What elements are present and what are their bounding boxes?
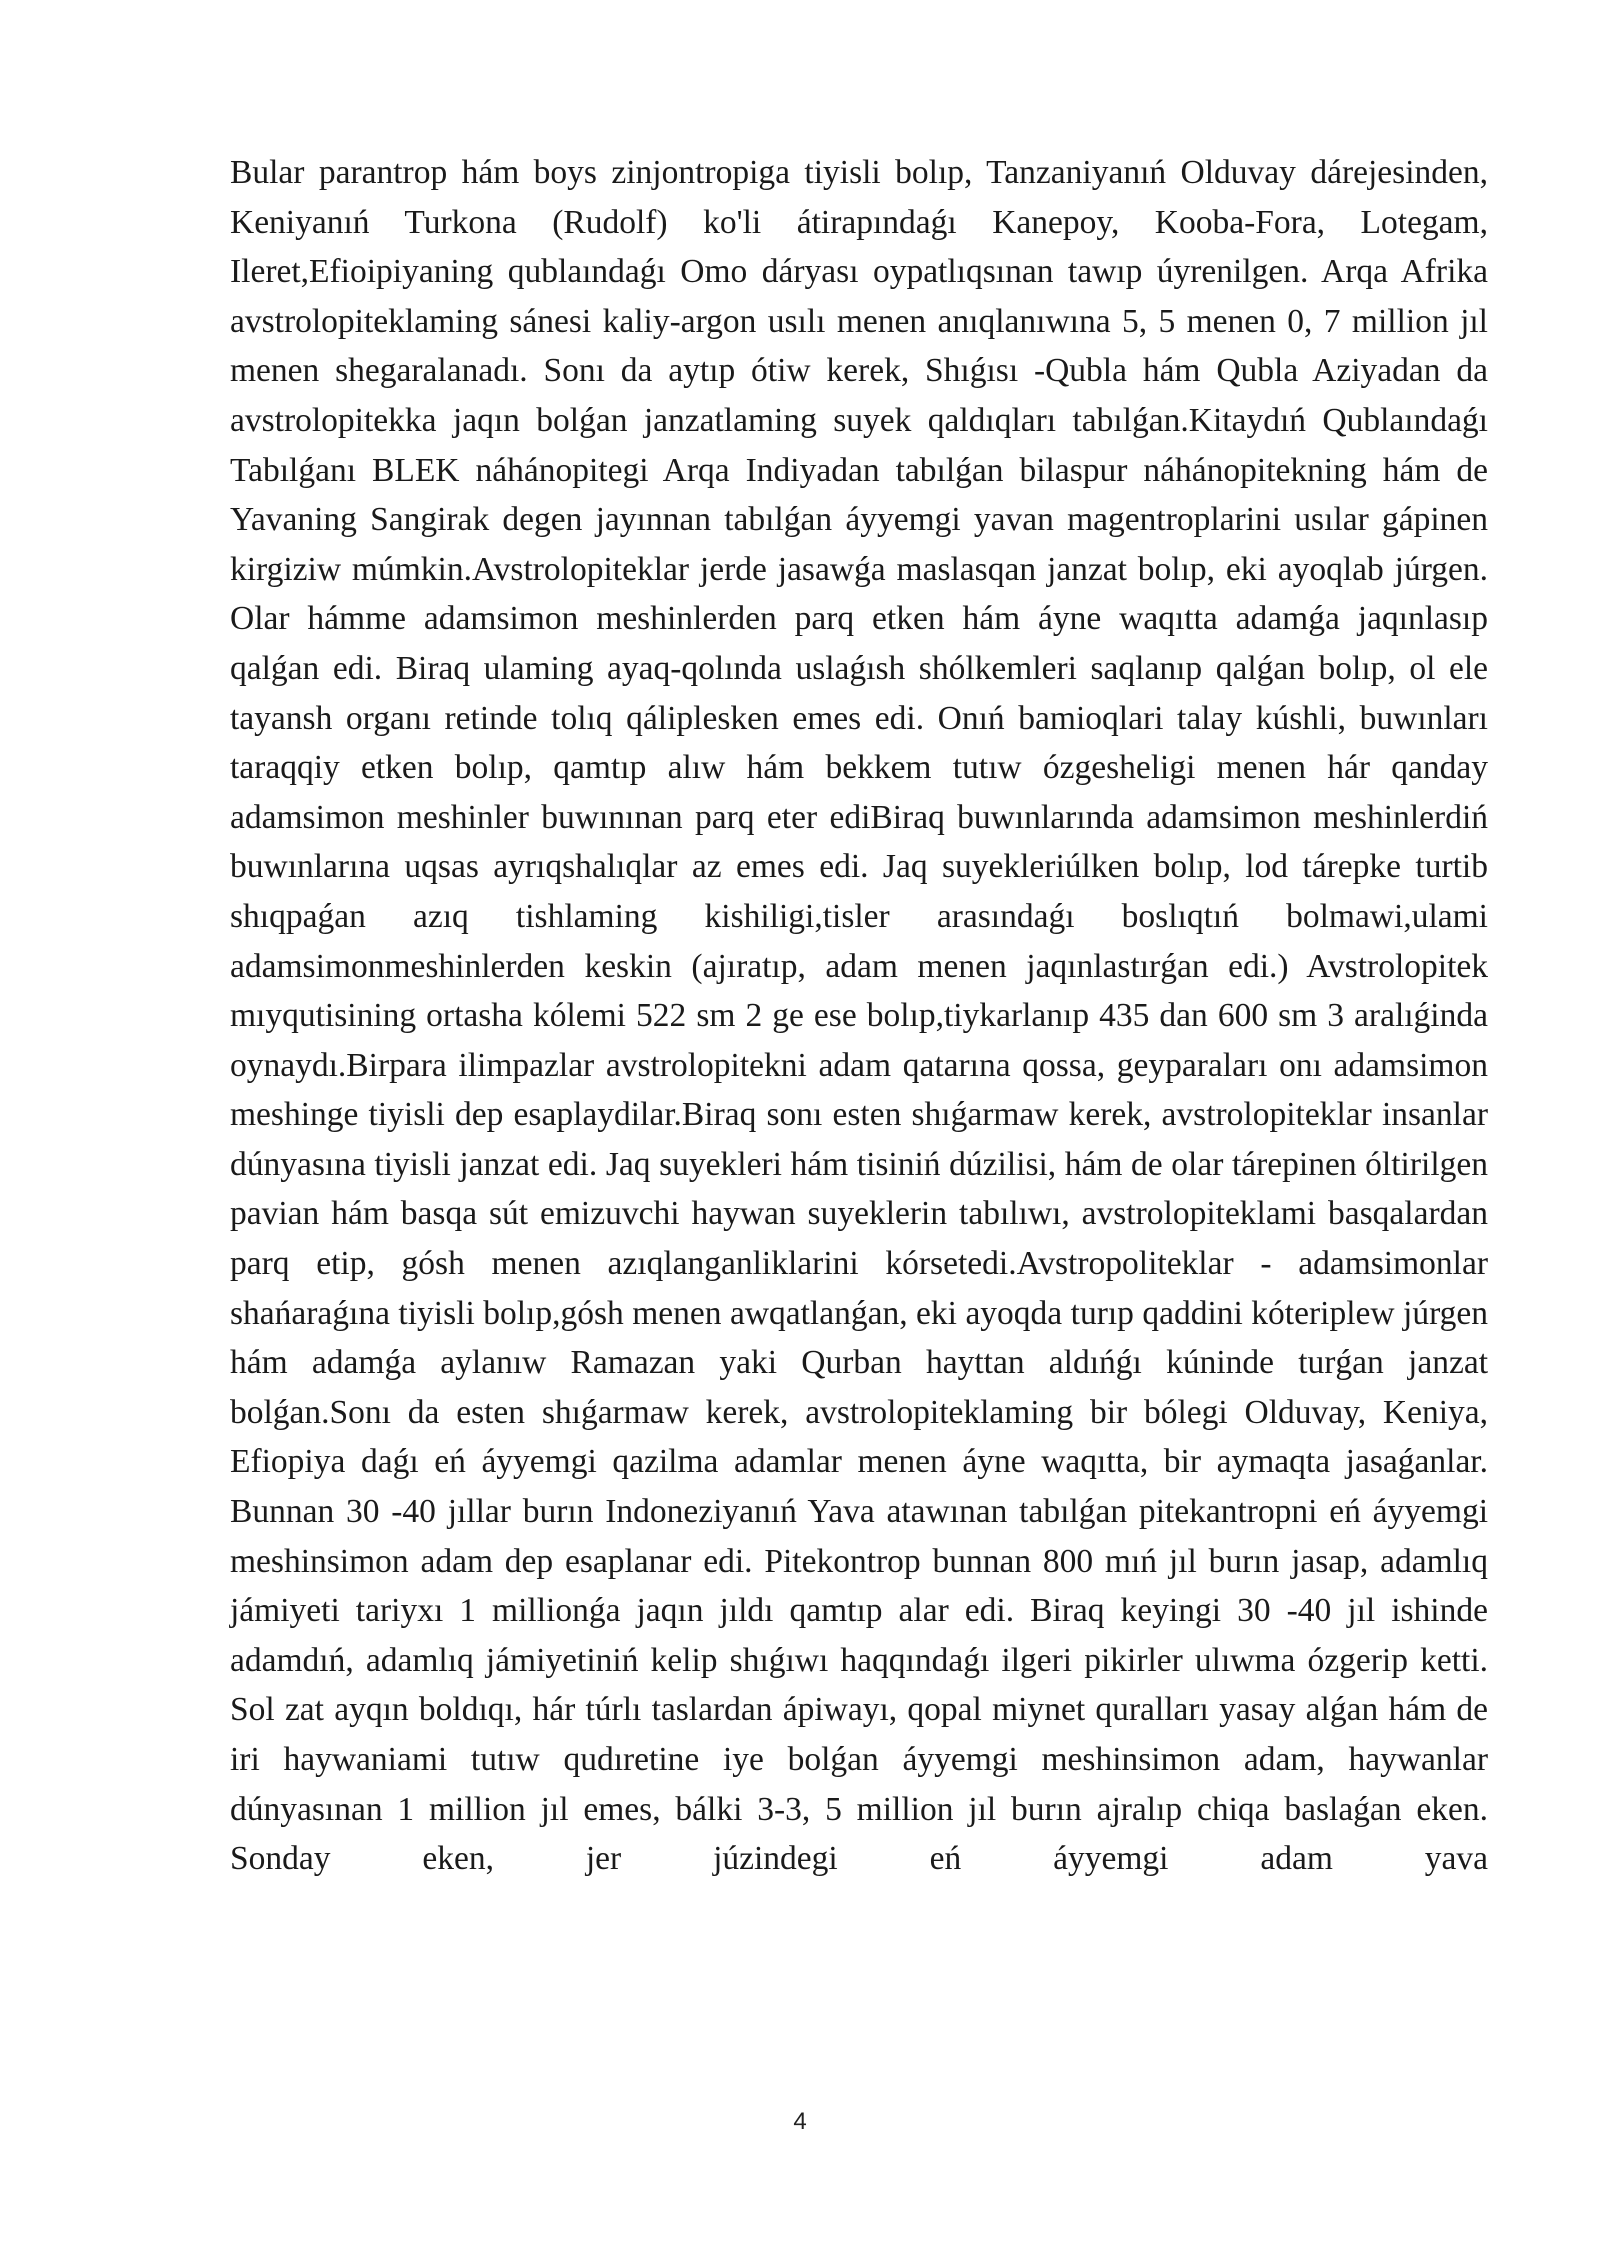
page-number: 4 — [793, 2108, 807, 2135]
body-paragraph: Bular parantrop hám boys zinjontropiga tiyisli bolıp, Tanzaniyanıń Olduvay dárejesinden, Keniyanıń Turkona (Rudolf) ko'li átirapındaǵı Kanepoy, Kooba-Fora, Lotegam, Ileret,Efioipiyaning qublaındaǵı Omo dáryası oypatlıqsınan tawıp úyrenilgen. Arqa Afrika avstrolopiteklaming sánesi kaliy-argon usılı menen anıqlanıwına 5, 5 menen 0, 7 million jıl menen shegaralanadı. Sonı da aytıp ótiw kerek, Shıǵısı -Qubla hám Qubla Aziyadan da avstrolopitekka jaqın bolǵan janzatlaming suyek qaldıqları tabılǵan.Kitaydıń Qublaındaǵı Tabılǵanı BLEK náhánopitegi Arqa Indiyadan tabılǵan bilaspur náhánopitekning hám de Yavaning Sangirak degen jayınnan tabılǵan áyyemgi yavan magentroplarini usılar gápinen kirgiziw múmkin.Avstrolopiteklar jerde jasawǵa maslasqan janzat bolıp, eki ayoqlab júrgen. Olar hámme adamsimon meshinlerden parq etken hám áyne waqıtta adamǵa jaqınlasıp qalǵan edi. Biraq ulaming ayaq-qolında uslaǵısh shólkemleri saqlanıp qalǵan bolıp, ol ele tayansh organı retinde tolıq qáliplesken emes edi. Onıń bamioqlari talay kúshli, buwınları taraqqiy etken bolıp, qamtıp alıw hám bekkem tutıw ózgesheligi menen hár qanday adamsimon meshinler buwınınan parq eter ediBiraq buwınlarında adamsimon meshinlerdiń buwınlarına uqsas ayrıqshalıqlar az emes edi. Jaq suyekleriúlken bolıp, lod tárepke turtib shıqpaǵan azıq tishlaming kishiligi,tisler arasındaǵı boslıqtıń bolmawi,ulami adamsimonmeshinlerden keskin (ajıratıp, adam menen jaqınlastırǵan edi.) Avstrolopitek mıyqutisining ortasha kólemi 522 sm 2 ge ese bolıp,tiykarlanıp 435 dan 600 sm 3 aralıǵinda oynaydı.Birpara ilimpazlar avstrolopitekni adam qatarına qossa, geyparaları onı adamsimon meshinge tiyisli dep esaplaydilar.Biraq sonı esten shıǵarmaw kerek, avstrolopiteklar insanlar dúnyasına tiyisli janzat edi. Jaq suyekleri hám tisiniń dúzilisi, hám de olar tárepinen óltirilgen pavian hám basqa sút emizuvchi haywan suyeklerin tabılıwı, avstrolopiteklami basqalardan parq etip, gósh menen azıqlanganliklarini kórsetedi.Avstropoliteklar - adamsimonlar shańaraǵına tiyisli bolıp,gósh menen awqatlanǵan, eki ayoqda turıp qaddini kóteriplew júrgen hám adamǵa aylanıw Ramazan yaki Qurban hayttan aldıńǵı kúninde turǵan janzat bolǵan.Sonı da esten shıǵarmaw kerek, avstrolopiteklaming bir bólegi Olduvay, Keniya, Efiopiya daǵı eń áyyemgi qazilma adamlar menen áyne waqıtta, bir aymaqta jasaǵanlar. Bunnan 30 -40 jıllar burın Indoneziyanıń Yava atawınan tabılǵan pitekantropni eń áyyemgi meshinsimon adam dep esaplanar edi. Pitekontrop bunnan 800 mıń jıl burın jasap, adamlıq jámiyeti tariyxı 1 millionǵa jaqın jıldı qamtıp alar edi. Biraq keyingi 30 -40 jıl ishinde adamdıń, adamlıq jámiyetiniń kelip shıǵıwı haqqındaǵı ilgeri pikirler ulıwma ózgerip ketti. Sol zat ayqın boldıqı, hár túrlı taslardan ápiwayı, qopal miynet quralları yasay alǵan hám de iri haywaniami tutıw qudıretine iye bolǵan áyyemgi meshinsimon adam, haywanlar dúnyasınan 1 million jıl emes, bálki 3-3, 5 million jıl burın ajralıp chiqa baslaǵan eken. Sonday eken, jer júzindegi eń áyyemgi adam yava — [230, 154, 1488, 1878]
